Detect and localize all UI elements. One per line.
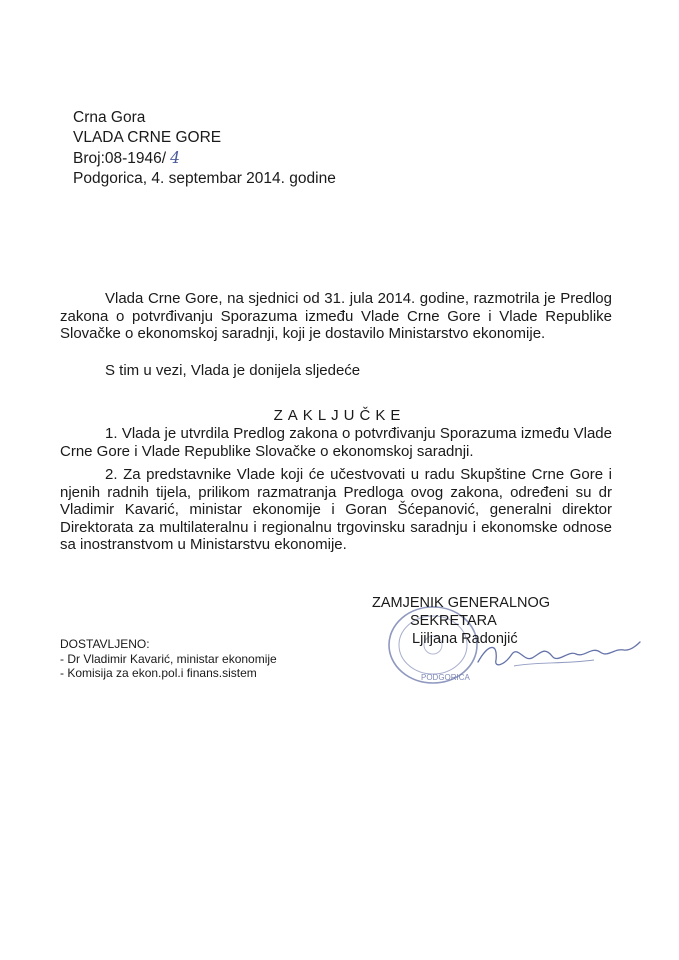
distribution-list: [60, 637, 277, 681]
distribution-item: - Komisija za ekon.pol.i finans.sistem: [60, 666, 257, 680]
document-number: [73, 148, 336, 169]
decision-paragraph: S tim u vezi, Vlada je donijela sljedeće: [105, 362, 361, 379]
document-number-handwritten: 4: [170, 149, 180, 167]
conclusion-item-2: 2. Za predstavnike Vlade koji će učestvovati u radu Skupštine Crne Gore i njenih radnih tijela, prilikom razmatranja Predloga ovog zakona, određeni su dr Vladimir Kavarić, ministar ekonomije i Goran Šćepanović, generalni direktor Direktorata za multilateralnu i regionalnu trgovinsku saradnju i ekonomske odnose sa inostranstvom u Ministarstvu ekonomije.: [60, 466, 612, 553]
conclusion-item-1: 1. Vlada je utvrdila Predlog zakona o potvrđivanju Sporazuma između Vlade Crne Gore i Vlade Republike Slovačke o ekonomskoj saradnji.: [60, 425, 612, 460]
signatory-name: Ljiljana Radonjić: [412, 631, 518, 647]
intro-paragraph: Vlada Crne Gore, na sjednici od 31. jula 2014. godine, razmotrila je Predlog zakona o potvrđivanju Sporazuma između Vlade Crne Gore i Vlade Republike Slovačke o ekonomskoj saradnji, koji je dostavilo Ministarstvo ekonomije.: [60, 290, 612, 342]
conclusions-title: ZAKLJUČKE: [273, 407, 406, 424]
document-number-prefix: Broj:08-1946/: [73, 150, 167, 167]
signatory-title-line2: SEKRETARA: [410, 613, 497, 629]
distribution-item: - Dr Vladimir Kavarić, ministar ekonomije: [60, 651, 277, 666]
signatory-title-line1: ZAMJENIK GENERALNOG: [372, 595, 551, 611]
document-header: [73, 108, 336, 189]
government-name: VLADA CRNE GORE: [73, 129, 222, 146]
place-date: Podgorica, 4. septembar 2014. godine: [73, 170, 336, 187]
distribution-title: DOSTAVLJENO:: [60, 637, 150, 651]
handwritten-signature: [474, 632, 644, 676]
stamp-text: PODGORICA: [421, 673, 470, 682]
country-name: Crna Gora: [73, 109, 146, 126]
